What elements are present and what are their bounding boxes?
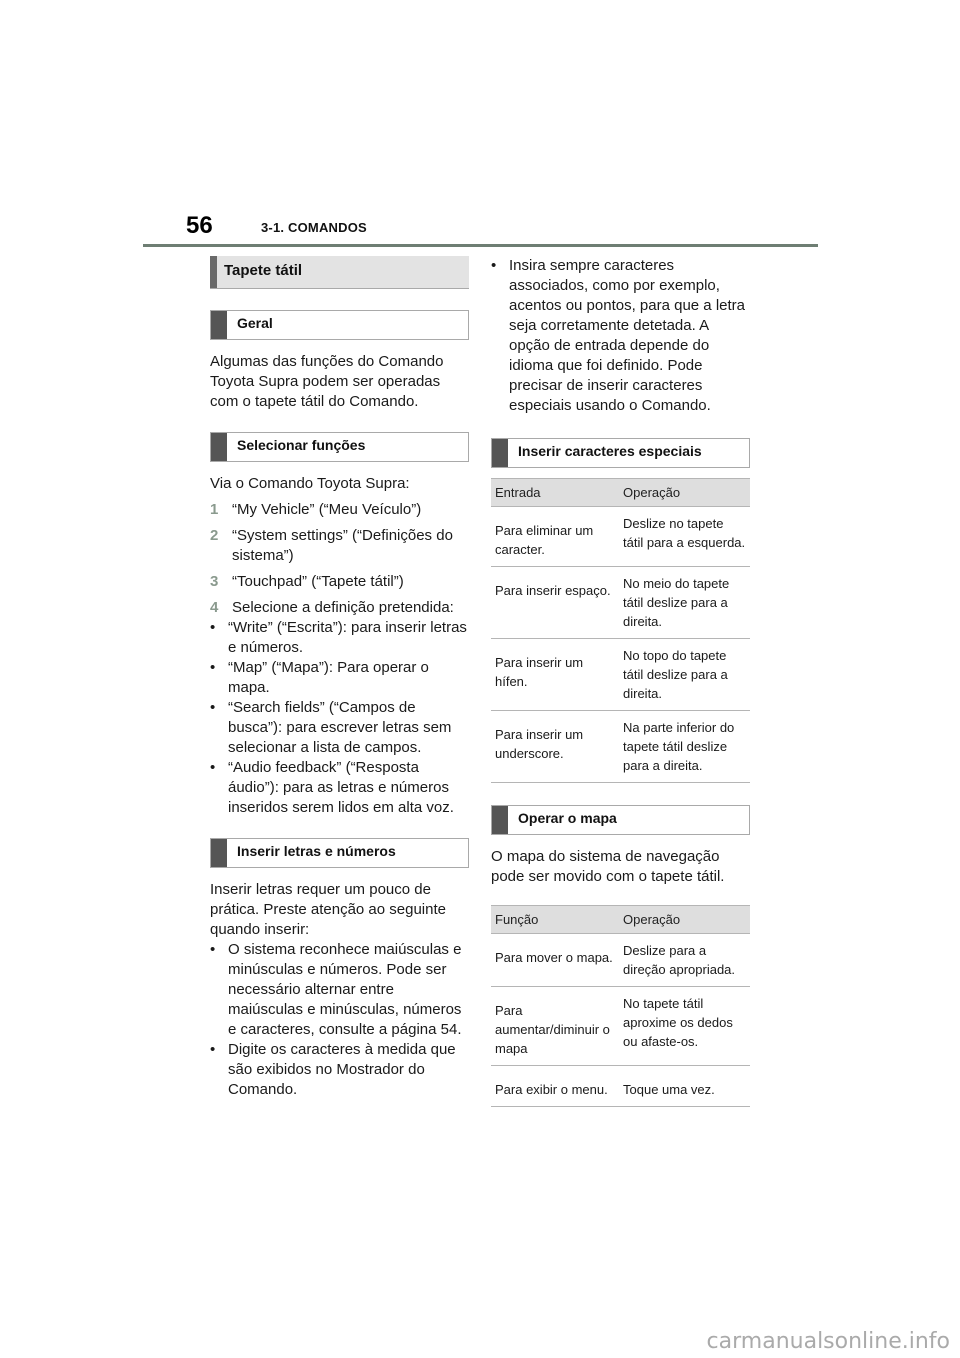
section-title: 3-1. COMANDOS	[261, 220, 367, 235]
column-header: Entrada	[491, 479, 619, 507]
steps-list	[210, 500, 469, 618]
options-list	[210, 618, 469, 818]
map-operation-table	[491, 905, 750, 1107]
inserir-intro: Inserir letras requer um pouco de prática. Preste atenção ao seguinte quando inserir:	[210, 881, 446, 938]
table-row: Para mover o mapa. Deslize para a direção apropriada.	[491, 934, 750, 987]
column-header: Operação	[619, 479, 750, 507]
mapa-intro: O mapa do sistema de navegação pode ser movido com o tapete tátil.	[491, 848, 725, 885]
table-row: Para exibir o menu. Toque uma vez.	[491, 1066, 750, 1107]
column-header: Operação	[619, 906, 750, 934]
list-item: • “Search fields” (“Campos de busca”): para escrever letras sem selecionar a lista de campos.	[210, 699, 452, 756]
column-header: Função	[491, 906, 619, 934]
heading-operar-mapa: Operar o mapa	[491, 805, 750, 835]
list-item: • O sistema reconhece maiúsculas e minúsculas e números. Pode ser necessário alternar entre maiúsculas e minúsculas, números e caracteres, consulte a página 54.	[210, 941, 462, 1038]
table-row: Para inserir um hífen. No topo do tapete tátil deslize para a direita.	[491, 639, 750, 711]
header-rule	[143, 244, 818, 247]
left-column	[210, 256, 469, 1100]
list-item: • “Map” (“Mapa”): Para operar o mapa.	[210, 659, 429, 696]
table-row: Para eliminar um caracter. Deslize no tapete tátil para a esquerda.	[491, 507, 750, 567]
step-item: 1 “My Vehicle” (“Meu Veículo”)	[210, 501, 422, 518]
selecionar-intro: Via o Comando Toyota Supra:	[210, 475, 410, 492]
heading-inserir-letras: Inserir letras e números	[210, 838, 469, 868]
list-item: • Insira sempre caracteres associados, como por exemplo, acentos ou pontos, para que a letra seja corretamente detetada. A opção de entrada depende do idioma que foi definido. Pode precisar de inserir caracteres especiais usando o Comando.	[491, 257, 746, 414]
table-row: Para inserir um underscore. Na parte inferior do tapete tátil deslize para a direita.	[491, 711, 750, 783]
inserir-list	[210, 940, 469, 1100]
geral-text: Algumas das funções do Comando Toyota Supra podem ser operadas com o tapete tátil do Comando.	[210, 353, 444, 410]
step-item: 2 “System settings” (“Definições do sistema”)	[210, 527, 453, 564]
step-item: 4 Selecione a definição pretendida:	[210, 599, 454, 616]
list-item: • “Write” (“Escrita”): para inserir letras e números.	[210, 619, 467, 656]
heading-tapete-tatil: Tapete tátil	[210, 256, 469, 289]
list-item: • Digite os caracteres à medida que são exibidos no Mostrador do Comando.	[210, 1041, 456, 1098]
table-row: Para inserir espaço. No meio do tapete tátil deslize para a direita.	[491, 567, 750, 639]
right-column	[491, 256, 750, 1129]
heading-selecionar-funcoes: Selecionar funções	[210, 432, 469, 462]
special-characters-table	[491, 478, 750, 783]
heading-geral: Geral	[210, 310, 469, 340]
continued-list	[491, 256, 750, 416]
list-item: • “Audio feedback” (“Resposta áudio”): para as letras e números inseridos serem lidos em alta voz.	[210, 759, 454, 816]
watermark: carmanualsonline.info	[706, 1329, 950, 1354]
page-number: 56	[186, 212, 213, 239]
heading-caracteres-especiais: Inserir caracteres especiais	[491, 438, 750, 468]
table-row: Para aumentar/diminuir o mapa No tapete tátil aproxime os dedos ou afaste-os.	[491, 987, 750, 1066]
step-item: 3 “Touchpad” (“Tapete tátil”)	[210, 573, 404, 590]
